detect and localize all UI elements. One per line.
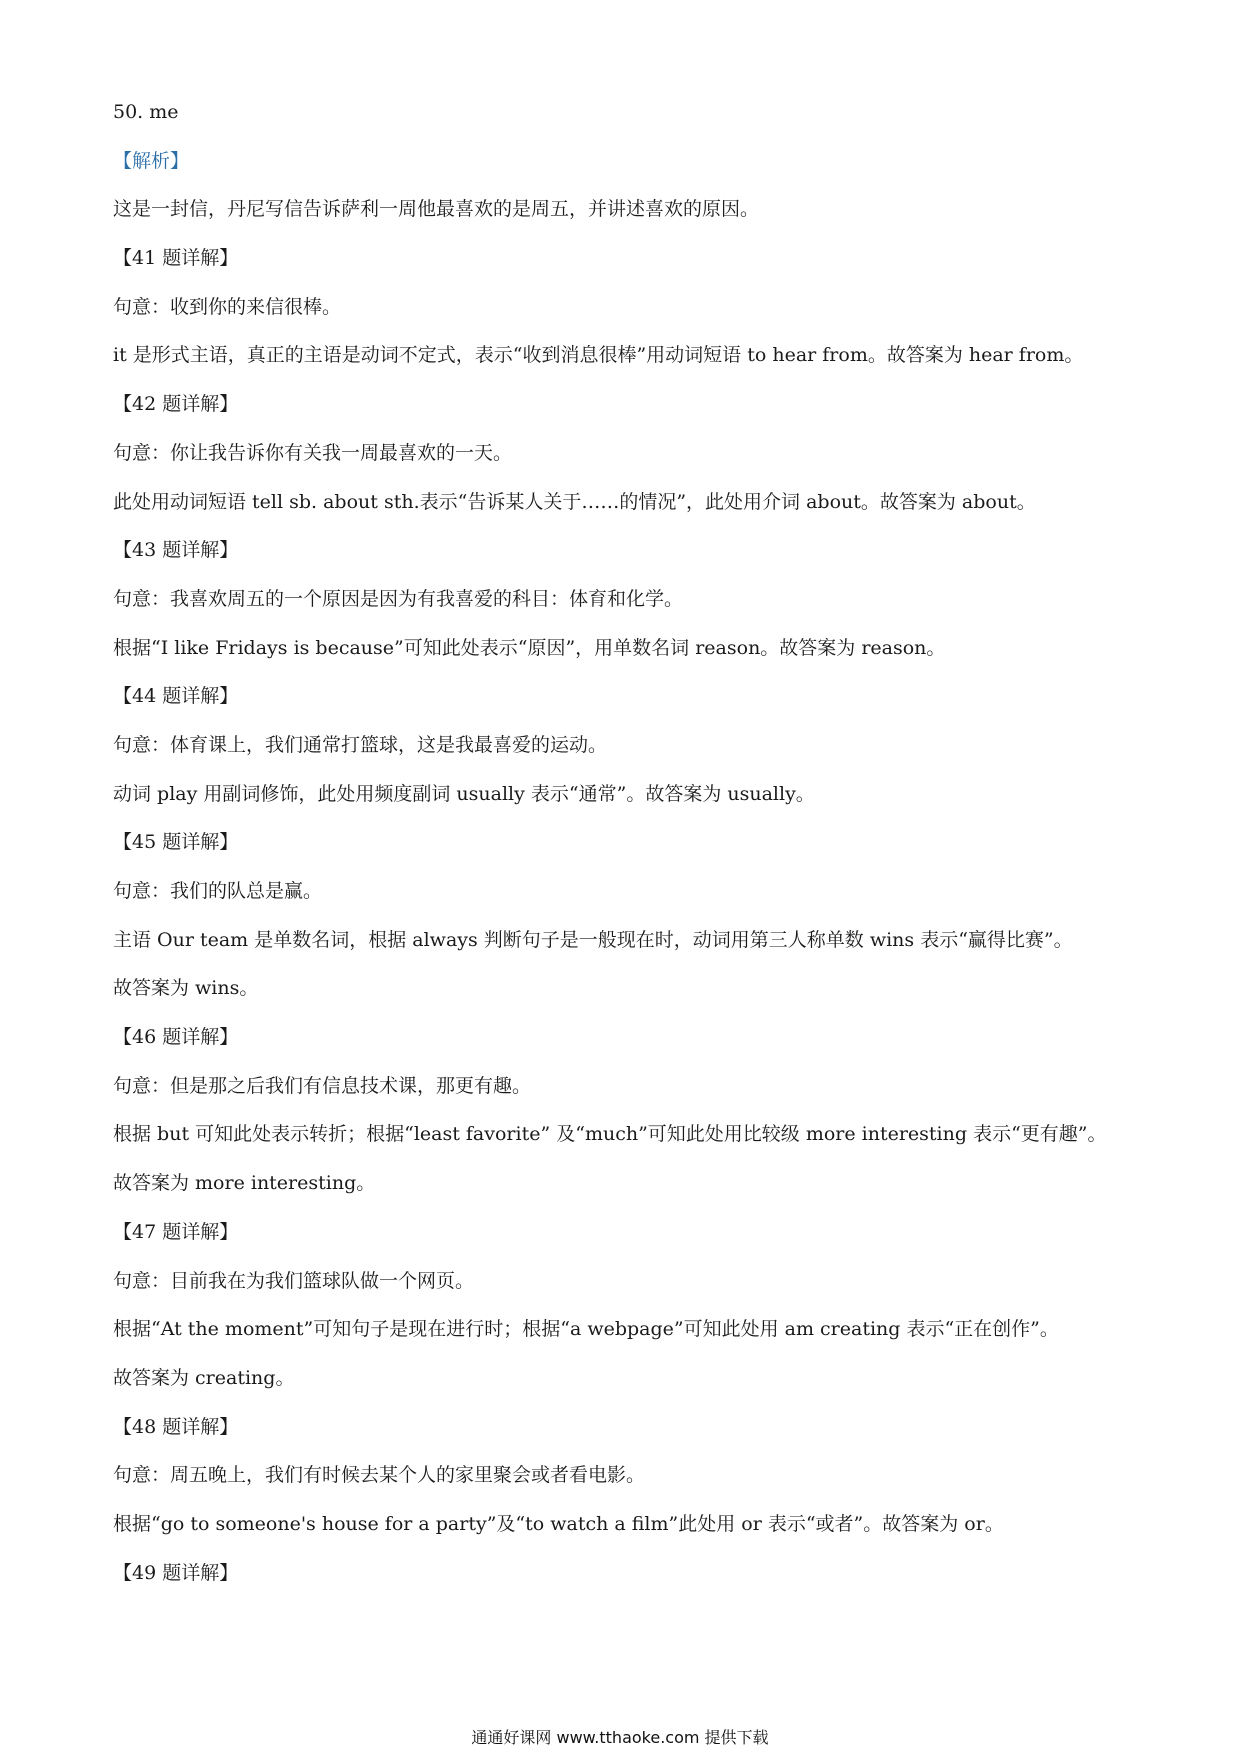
analysis-heading: 【解析】 (113, 149, 190, 172)
question-heading: 【43 题详解】 (113, 539, 239, 562)
text-line: 这是一封信，丹尼写信告诉萨利一周他最喜欢的是周五，并讲述喜欢的原因。 (113, 198, 760, 221)
question-heading: 【46 题详解】 (113, 1026, 239, 1049)
text-line: 句意：我们的队总是赢。 (113, 880, 323, 902)
text-line: 故答案为 creating。 (113, 1366, 295, 1389)
text-line: 此处用动词短语 tell sb. about sth.表示“告诉某人关于……的情况”，此处用介词 about。故答案为 about。 (113, 490, 1036, 513)
text-line: 故答案为 wins。 (113, 977, 259, 1000)
text-line: 动词 play 用副词修饰，此处用频度副词 usually 表示“通常”。故答案为 usually。 (113, 782, 815, 805)
text-line: 主语 Our team 是单数名词，根据 always 判断句子是一般现在时，动词用第三人称单数 wins 表示“赢得比赛”。 (113, 928, 1073, 951)
question-heading: 【47 题详解】 (113, 1220, 239, 1243)
text-line: 根据“go to someone's house for a party”及“to watch a film”此处用 or 表示“或者”。故答案为 or。 (113, 1512, 1004, 1535)
text-line: 根据 but 可知此处表示转折；根据“least favorite” 及“much”可知此处用比较级 more interesting 表示“更有趣”。 (113, 1123, 1107, 1146)
text-line: 句意：收到你的来信很棒。 (113, 295, 342, 318)
question-heading: 【45 题详解】 (113, 831, 239, 854)
text-line: 句意：我喜欢周五的一个原因是因为有我喜爱的科目：体育和化学。 (113, 587, 684, 610)
answer-line: 50. me (113, 101, 179, 123)
document-body (113, 100, 1133, 1609)
question-heading: 【41 题详解】 (113, 247, 239, 270)
text-line: 故答案为 more interesting。 (113, 1172, 376, 1195)
text-line: it 是形式主语，真正的主语是动词不定式，表示“收到消息很棒”用动词短语 to hear from。故答案为 hear from。 (113, 344, 1084, 367)
text-line: 根据“At the moment”可知句子是现在进行时；根据“a webpage”可知此处用 am creating 表示“正在创作”。 (113, 1318, 1059, 1341)
text-line: 句意：周五晚上，我们有时候去某个人的家里聚会或者看电影。 (113, 1464, 646, 1487)
text-line: 句意：你让我告诉你有关我一周最喜欢的一天。 (113, 441, 513, 464)
question-heading: 【49 题详解】 (113, 1561, 239, 1584)
text-line: 根据“I like Fridays is because”可知此处表示“原因”，用单数名词 reason。故答案为 reason。 (113, 636, 946, 659)
text-line: 句意：目前我在为我们篮球队做一个网页。 (113, 1269, 475, 1292)
text-line: 句意：但是那之后我们有信息技术课，那更有趣。 (113, 1074, 532, 1097)
text-line: 句意：体育课上，我们通常打篮球，这是我最喜爱的运动。 (113, 733, 608, 756)
question-heading: 【44 题详解】 (113, 685, 239, 708)
question-heading: 【42 题详解】 (113, 393, 239, 416)
page-footer: 通通好课网 www.tthaoke.com 提供下载 (471, 1728, 769, 1747)
question-heading: 【48 题详解】 (113, 1415, 239, 1438)
